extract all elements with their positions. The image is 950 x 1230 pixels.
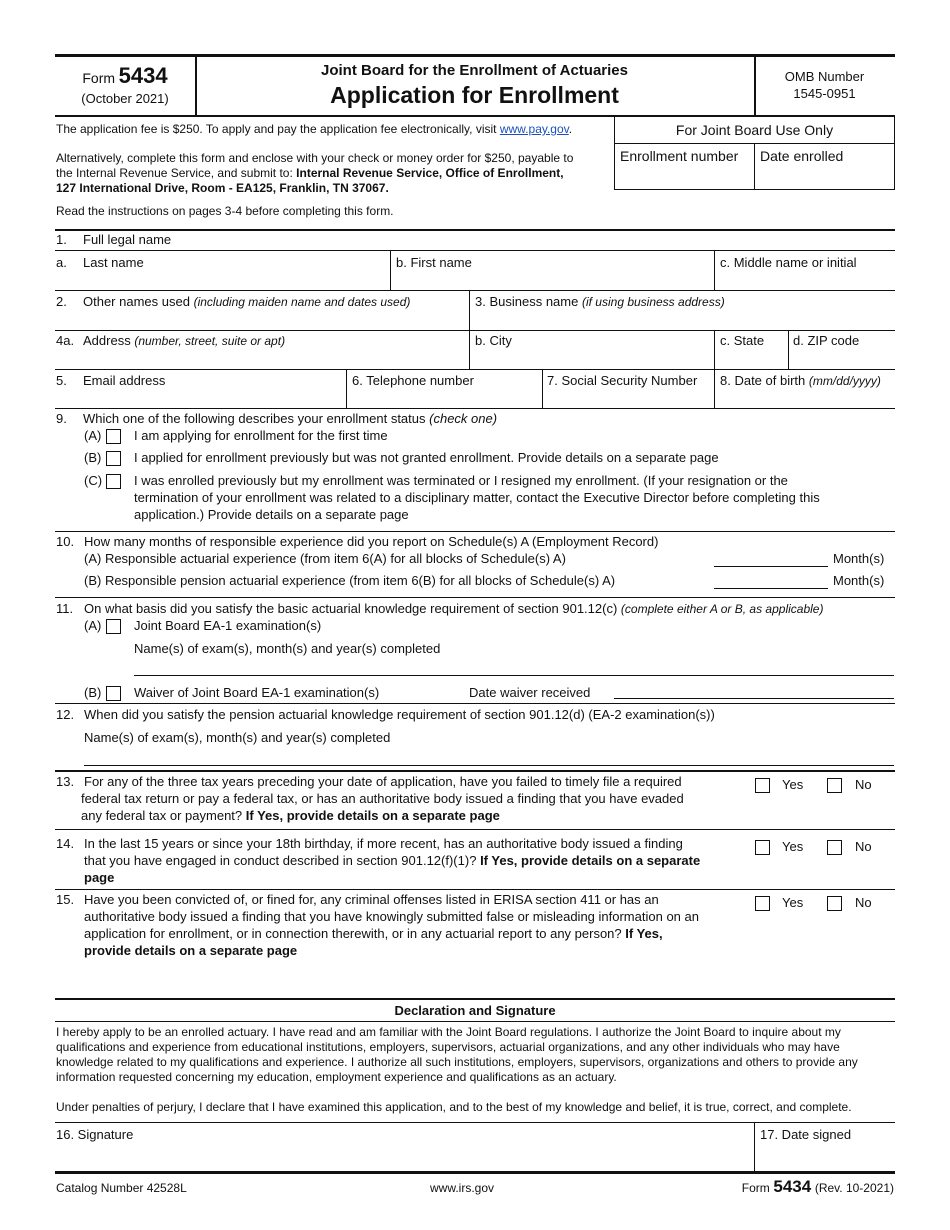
declaration-p1-line4: information requested concerning my education, employment experience and qualifications as an actuary. <box>56 1070 617 1084</box>
declaration-p1-line2: qualifications and experience from educational institutions, employers, supervisors, actuarial organizations, and any other individuals who may have <box>56 1040 840 1054</box>
basic-knowledge-text: On what basis did you satisfy the basic actuarial knowledge requirement of section 901.12(c) <box>84 601 618 616</box>
form-id-block <box>55 63 195 89</box>
q13-yes-label: Yes <box>782 777 804 792</box>
fee-text-body: The application fee is $250. To apply and pay the application fee electronically, visit <box>56 122 497 136</box>
months-question: How many months of responsible experience did you report on Schedule(s) A (Employment Record) <box>84 534 659 549</box>
footer-form-word: Form <box>741 1181 770 1195</box>
conduct-question-line1: In the last 15 years or since your 18th birthday, if more recent, has an authoritative body issued a finding <box>84 836 683 851</box>
item1a-number: a. <box>56 255 67 270</box>
enrollment-status-note: (check one) <box>429 411 498 426</box>
tax-question-line3-bold: If Yes, provide details on a separate page <box>245 808 500 823</box>
item11-number: 11. <box>56 601 74 616</box>
fee-text <box>56 122 572 137</box>
item15-number: 15. <box>56 892 75 907</box>
ssn-label: 7. Social Security Number <box>547 373 698 388</box>
enrollment-status-question <box>83 411 497 427</box>
mail-address: 127 International Drive, Room - EA125, Franklin, TN 37067. <box>56 181 389 195</box>
basic-knowledge-question <box>84 601 823 617</box>
middle-name-field[interactable] <box>716 272 894 290</box>
last-name-field[interactable] <box>56 272 389 290</box>
date-signed-field[interactable] <box>756 1145 894 1171</box>
section-rule <box>55 597 895 598</box>
section-rule <box>55 703 895 704</box>
alt-text-line2 <box>56 166 564 181</box>
status-c-checkbox[interactable] <box>106 474 121 489</box>
q15-no-label: No <box>855 895 872 910</box>
state-field[interactable] <box>716 350 786 368</box>
footer-form-id <box>742 1176 894 1197</box>
row-rule <box>55 408 895 409</box>
dob-field[interactable] <box>716 390 894 408</box>
months-b-field[interactable] <box>714 573 828 589</box>
declaration-title: Declaration and Signature <box>394 1003 556 1018</box>
col-divider <box>390 250 391 290</box>
criminal-question-line3 <box>84 926 663 942</box>
col-divider <box>788 330 789 369</box>
row-rule <box>55 330 895 331</box>
section-rule <box>55 531 895 532</box>
col-divider <box>469 290 470 330</box>
date-waiver-field[interactable] <box>614 682 894 699</box>
ea1-exam-text: Joint Board EA-1 examination(s) <box>134 618 322 633</box>
section-rule-1 <box>55 229 895 231</box>
col-divider <box>469 330 470 369</box>
col-divider <box>714 330 715 369</box>
ea1-exam-checkbox[interactable] <box>106 619 121 634</box>
footer-revision: (Rev. 10-2021) <box>814 1181 894 1195</box>
q13-no-label: No <box>855 777 872 792</box>
q14-yes-checkbox[interactable] <box>755 840 770 855</box>
criminal-question-line4: provide details on a separate page <box>84 943 298 958</box>
item9-number: 9. <box>56 411 67 426</box>
first-name-field[interactable] <box>392 272 712 290</box>
ea1-exam-names-field[interactable] <box>134 658 894 676</box>
catalog-number: Catalog Number 42528L <box>56 1181 187 1195</box>
q15-yes-label: Yes <box>782 895 804 910</box>
other-names-label <box>83 294 410 310</box>
declaration-p1-line3: knowledge related to my qualifications and experience. I authorize all such institutions, employers, supervisors, organizations and others to provide any <box>56 1055 858 1069</box>
dob-text: 8. Date of birth <box>720 373 806 388</box>
address-label <box>83 333 285 349</box>
months-a-unit: Month(s) <box>833 551 885 566</box>
pension-knowledge-question: When did you satisfy the pension actuarial knowledge requirement of section 901.12(d) (EA-2 examination(s)) <box>84 707 715 722</box>
signature-top-rule <box>55 1122 895 1123</box>
date-waiver-label: Date waiver received <box>469 685 591 700</box>
months-b-text: (B) Responsible pension actuarial experience (from item 6(B) for all blocks of Schedule(s) A) <box>84 573 616 588</box>
criminal-question-line2: authoritative body issued a finding that you have knowingly submitted false or misleading information on an <box>84 909 699 924</box>
q14-yes-label: Yes <box>782 839 804 854</box>
q14-no-label: No <box>855 839 872 854</box>
tax-question-line3 <box>81 808 500 824</box>
ea1-b-key: (B) <box>84 685 102 700</box>
other-names-note: (including maiden name and dates used) <box>193 295 411 309</box>
months-b-unit: Month(s) <box>833 573 885 588</box>
header-top-rule <box>55 54 895 57</box>
omb-number: 1545-0951 <box>793 86 856 101</box>
other-names-text: Other names used <box>83 294 190 309</box>
q13-yes-checkbox[interactable] <box>755 778 770 793</box>
conduct-question-line2 <box>84 853 700 869</box>
date-enrolled-label: Date enrolled <box>760 148 844 164</box>
col-divider <box>542 369 543 408</box>
declaration-top-rule <box>55 998 895 1000</box>
state-label: c. State <box>720 333 765 348</box>
q15-yes-checkbox[interactable] <box>755 896 770 911</box>
telephone-field[interactable] <box>348 390 541 408</box>
status-a-text: I am applying for enrollment for the first time <box>134 428 388 443</box>
footer-top-rule <box>55 1171 895 1174</box>
col-divider <box>714 369 715 408</box>
address-note: (number, street, suite or apt) <box>134 334 286 348</box>
first-name-label: b. First name <box>396 255 472 270</box>
form-word: Form <box>82 70 116 86</box>
other-names-field[interactable] <box>56 311 467 329</box>
status-c-key: (C) <box>84 473 103 488</box>
conduct-question-line2-bold: If Yes, provide details on a separate <box>480 853 701 868</box>
declaration-p1-line1: I hereby apply to be an enrolled actuary. I have read and am familiar with the Joint Board regulations. I authorize the Joint Board to inquire about my <box>56 1025 841 1039</box>
ea1-waiver-text: Waiver of Joint Board EA-1 examination(s) <box>134 685 380 700</box>
col-divider <box>714 250 715 290</box>
dob-label <box>720 373 881 389</box>
city-label: b. City <box>475 333 512 348</box>
zip-label: d. ZIP code <box>793 333 860 348</box>
status-a-checkbox[interactable] <box>106 429 121 444</box>
signature-divider <box>754 1122 755 1172</box>
item4a-number: 4a. <box>56 333 75 348</box>
office-use-vdivider <box>754 143 755 190</box>
alt-text-line2-bold: Internal Revenue Service, Office of Enrollment, <box>296 166 564 180</box>
ea1-waiver-checkbox[interactable] <box>106 686 121 701</box>
status-a-key: (A) <box>84 428 102 443</box>
status-b-text: I applied for enrollment previously but was not granted enrollment. Provide details on a separate page <box>134 450 719 465</box>
address-field[interactable] <box>56 350 467 368</box>
section-rule <box>55 829 895 830</box>
middle-name-label: c. Middle name or initial <box>720 255 857 270</box>
item1-number: 1. <box>56 232 67 247</box>
row-rule <box>55 290 895 291</box>
email-field[interactable] <box>56 390 344 408</box>
full-legal-name-label: Full legal name <box>83 232 172 247</box>
row-rule <box>55 369 895 370</box>
months-a-field[interactable] <box>714 551 828 567</box>
item5-number: 5. <box>56 373 67 388</box>
q14-no-checkbox[interactable] <box>827 840 842 855</box>
status-c-line2: termination of your enrollment was related to a disciplinary matter, contact the Executive Director before completing this <box>134 490 820 505</box>
conduct-question-line2-plain: that you have engaged in conduct described in section 901.12(f)(1)? <box>84 853 477 868</box>
business-name-label <box>475 294 725 310</box>
tax-question-line3-plain: any federal tax or payment? <box>81 808 243 823</box>
signature-label: 16. Signature <box>56 1127 134 1142</box>
irs-website: www.irs.gov <box>430 1181 495 1195</box>
city-field[interactable] <box>471 350 712 368</box>
last-name-label: Last name <box>83 255 144 270</box>
ea2-exam-names-label: Name(s) of exam(s), month(s) and year(s) completed <box>84 730 391 745</box>
ea1-exam-names-label: Name(s) of exam(s), month(s) and year(s) completed <box>134 641 441 656</box>
col-divider <box>346 369 347 408</box>
criminal-question-line1: Have you been convicted of, or fined for, any criminal offenses listed in ERISA section 411 or has an <box>84 892 659 907</box>
signature-field[interactable] <box>56 1145 752 1171</box>
tax-question-line1: For any of the three tax years preceding your date of application, have you failed to timely file a required <box>84 774 682 789</box>
agency-name: Joint Board for the Enrollment of Actuaries <box>321 62 628 79</box>
declaration-title-rule <box>55 1021 895 1022</box>
item14-number: 14. <box>56 836 75 851</box>
business-name-field[interactable] <box>471 311 894 329</box>
business-name-text: 3. Business name <box>475 294 579 309</box>
zip-field[interactable] <box>790 350 894 368</box>
section-rule <box>55 770 895 772</box>
section-rule <box>55 889 895 890</box>
status-c-line1: I was enrolled previously but my enrollment was terminated or I resigned my enrollment. (If your resignation or the <box>134 473 788 488</box>
ea1-a-key: (A) <box>84 618 102 633</box>
omb-label: OMB Number <box>784 69 865 84</box>
form-date: (October 2021) <box>81 91 169 106</box>
status-b-key: (B) <box>84 450 102 465</box>
criminal-question-line3-plain: application for enrollment, or in connection therewith, or in any actuarial report to any person? <box>84 926 622 941</box>
status-b-checkbox[interactable] <box>106 451 121 466</box>
form-number: 5434 <box>118 63 168 88</box>
item12-number: 12. <box>56 707 75 722</box>
enrollment-number-label: Enrollment number <box>620 148 739 164</box>
footer-form-number: 5434 <box>773 1177 812 1196</box>
business-name-note: (if using business address) <box>581 295 725 309</box>
basic-knowledge-note: (complete either A or B, as applicable) <box>620 602 824 616</box>
alt-text-line1: Alternatively, complete this form and enclose with your check or money order for $250, payable to <box>56 151 574 165</box>
office-use-title: For Joint Board Use Only <box>675 122 834 138</box>
address-text: Address <box>83 333 131 348</box>
fee-text-end: . <box>568 122 573 136</box>
row-rule <box>55 250 895 251</box>
status-c-line3: application.) Provide details on a separate page <box>134 507 409 522</box>
conduct-question-line3: page <box>84 870 115 885</box>
months-a-text: (A) Responsible actuarial experience (from item 6(A) for all blocks of Schedule(s) A) <box>84 551 566 566</box>
q15-no-checkbox[interactable] <box>827 896 842 911</box>
ssn-field[interactable] <box>544 390 712 408</box>
item2-number: 2. <box>56 294 67 309</box>
enrollment-status-text: Which one of the following describes your enrollment status <box>83 411 426 426</box>
item13-number: 13. <box>56 774 75 789</box>
telephone-label: 6. Telephone number <box>352 373 474 388</box>
declaration-p2: Under penalties of perjury, I declare that I have examined this application, and to the best of my knowledge and belief, it is true, correct, and complete. <box>56 1100 852 1114</box>
page-title: Application for Enrollment <box>330 82 619 108</box>
read-instructions: Read the instructions on pages 3-4 before completing this form. <box>56 204 394 218</box>
tax-question-line2: federal tax return or pay a federal tax, or has an authoritative body issued a finding that you have evaded <box>81 791 684 806</box>
alt-text-line2-plain: the Internal Revenue Service, and submit to: <box>56 166 293 180</box>
q13-no-checkbox[interactable] <box>827 778 842 793</box>
pay-gov-link[interactable]: www.pay.gov <box>499 122 569 136</box>
email-label: Email address <box>83 373 166 388</box>
criminal-question-line3-bold: If Yes, <box>625 926 663 941</box>
dob-note: (mm/dd/yyyy) <box>808 374 881 388</box>
ea2-exam-names-field[interactable] <box>84 748 894 766</box>
date-signed-label: 17. Date signed <box>760 1127 852 1142</box>
item10-number: 10. <box>56 534 75 549</box>
